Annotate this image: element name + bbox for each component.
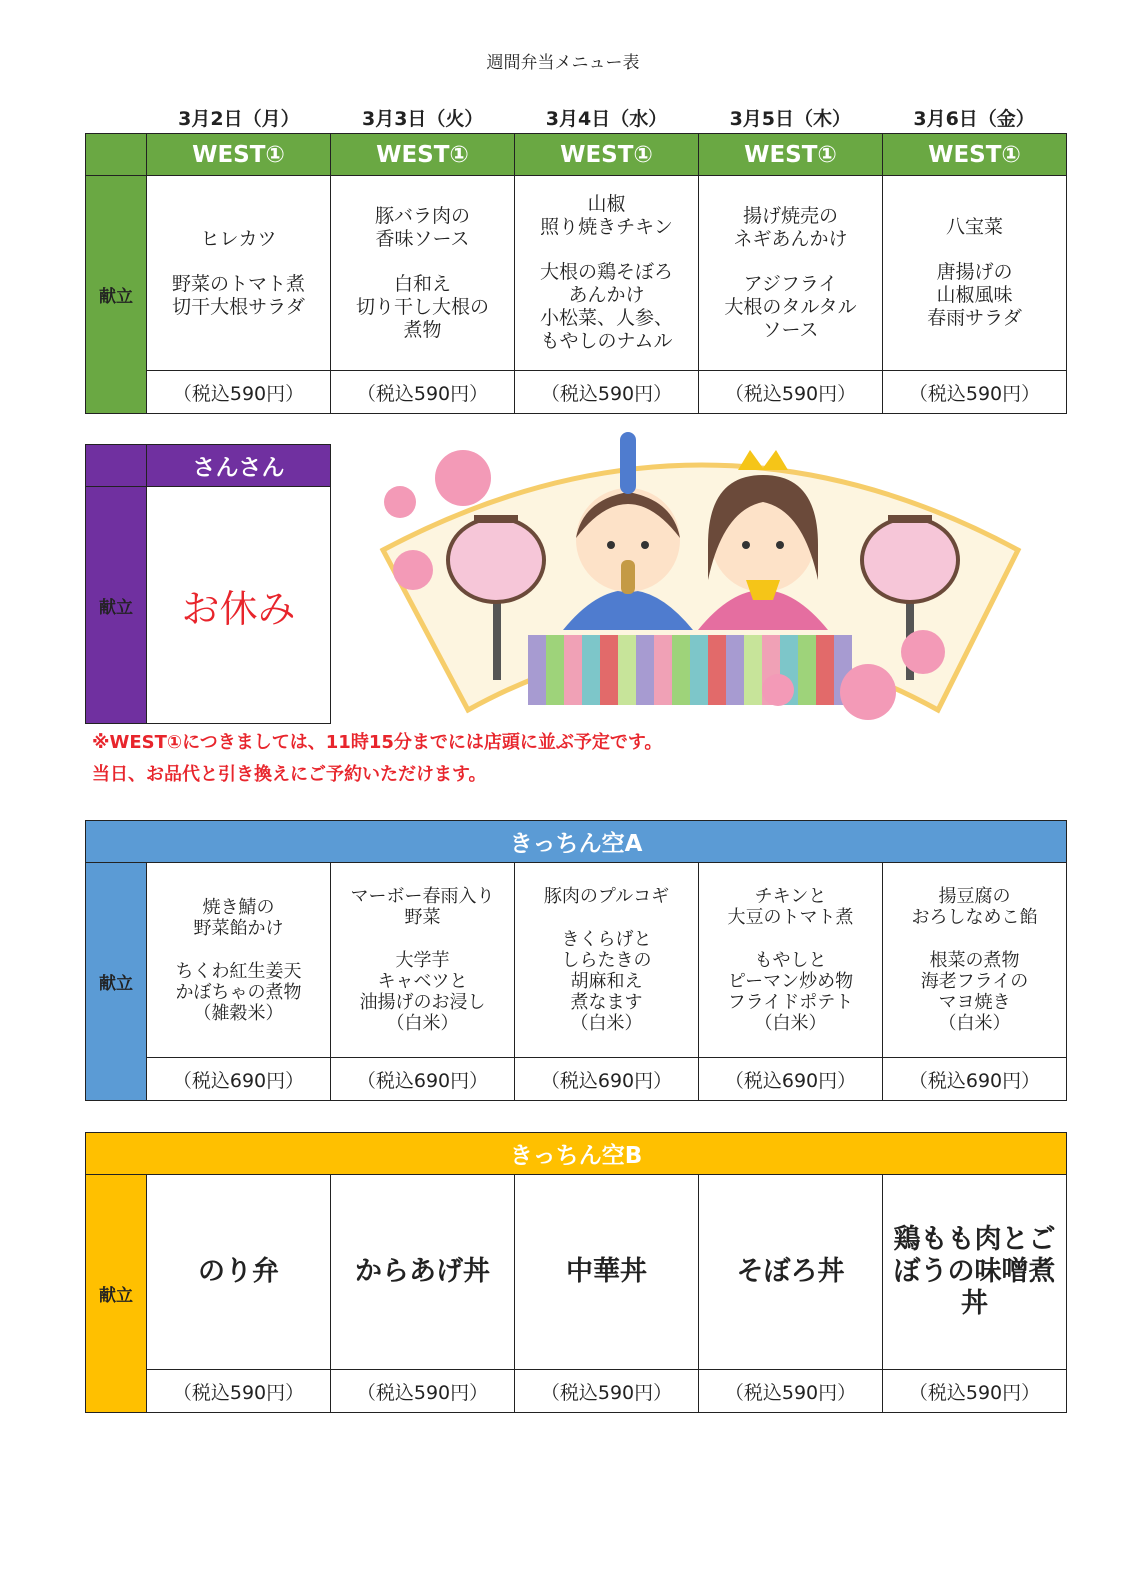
dish-line: 香味ソース bbox=[375, 227, 470, 250]
dish-line: そぼろ丼 bbox=[736, 1256, 845, 1287]
kitchen-a-menu-table bbox=[85, 820, 1067, 1101]
dish-line: ごぼうの bbox=[893, 1224, 1056, 1287]
dish-line: ソース bbox=[762, 318, 819, 341]
west-header: WEST① bbox=[699, 134, 883, 176]
dish-line: 鶏もも肉と bbox=[893, 1224, 1029, 1255]
dish-line: チキンと bbox=[754, 886, 827, 907]
price-cell: （税込590円） bbox=[147, 1370, 331, 1413]
dish-line: ヒレカツ bbox=[200, 227, 277, 250]
dish-line: キャベツと bbox=[377, 971, 468, 992]
west-header: WEST① bbox=[515, 134, 699, 176]
date-header-row bbox=[147, 104, 1066, 131]
dish-line: 油揚げのお浸し bbox=[359, 992, 486, 1013]
dish-line: 味噌煮丼 bbox=[961, 1256, 1056, 1319]
dish-cell bbox=[699, 863, 883, 1058]
closed-text: お休み bbox=[181, 586, 296, 631]
closed-notice bbox=[147, 487, 331, 724]
dish-line: 野菜のトマト煮 bbox=[171, 272, 305, 295]
side-label: 献立 bbox=[86, 863, 147, 1101]
price-cell: （税込690円） bbox=[515, 1058, 699, 1101]
dish-line: 野菜餡かけ bbox=[193, 917, 284, 939]
dish-line: あんかけ bbox=[568, 284, 645, 306]
price-cell: （税込590円） bbox=[515, 1370, 699, 1413]
dish-cell bbox=[699, 1175, 883, 1370]
dish-line: フライドポテト bbox=[727, 992, 854, 1013]
dish-line: 切り干し大根の bbox=[355, 295, 489, 318]
dish-line: からあげ丼 bbox=[355, 1256, 490, 1287]
price-cell: （税込590円） bbox=[699, 1370, 883, 1413]
notice-line: 当日、お品代と引き換えにご予約いただけます。 bbox=[92, 764, 487, 785]
price-cell: （税込690円） bbox=[147, 1058, 331, 1101]
date-label: 3月2日（月） bbox=[178, 108, 300, 130]
price-cell: （税込590円） bbox=[883, 371, 1067, 414]
dish-line: 山椒 bbox=[587, 193, 626, 215]
dish-line: アジフライ bbox=[743, 272, 838, 295]
west-header: WEST① bbox=[147, 134, 331, 176]
corner-cell bbox=[86, 134, 147, 176]
dish-line: 焼き鯖の bbox=[202, 896, 275, 918]
dish-cell bbox=[147, 1175, 331, 1370]
date-label: 3月5日（木） bbox=[729, 108, 852, 130]
dish-cell bbox=[331, 863, 515, 1058]
dish-cell bbox=[883, 1175, 1067, 1370]
side-label: 献立 bbox=[86, 176, 147, 414]
date-label: 3月3日（火） bbox=[361, 108, 484, 130]
price-cell: （税込690円） bbox=[883, 1058, 1067, 1101]
dish-cell bbox=[515, 1175, 699, 1370]
dish-line: 海老フライの bbox=[920, 971, 1029, 992]
dish-line: ピーマン炒め物 bbox=[727, 971, 854, 992]
hina-dolls-illustration bbox=[378, 420, 1028, 730]
side-label: 献立 bbox=[86, 487, 147, 724]
dish-line: 大学芋 bbox=[395, 950, 450, 971]
price-cell: （税込690円） bbox=[699, 1058, 883, 1101]
dish-line: 揚豆腐の bbox=[938, 886, 1011, 907]
dish-cell bbox=[147, 863, 331, 1058]
price-cell: （税込590円） bbox=[147, 371, 331, 414]
dish-line: （雑穀米） bbox=[193, 1002, 284, 1024]
dish-line: 揚げ焼売の bbox=[742, 204, 838, 227]
sansan-menu-table bbox=[85, 444, 331, 724]
kitchen-a-header: きっちん空A bbox=[86, 821, 1067, 863]
dish-line: 小松菜、人参、 bbox=[539, 307, 673, 329]
dish-line: 豚バラ肉の bbox=[374, 204, 470, 227]
dish-cell bbox=[883, 863, 1067, 1058]
stage-stripes bbox=[528, 635, 852, 705]
dish-line: かぼちゃの煮物 bbox=[175, 981, 302, 1003]
dish-line: （白米） bbox=[570, 1013, 643, 1034]
dish-cell bbox=[515, 863, 699, 1058]
dish-line: もやしのナムル bbox=[540, 330, 673, 352]
dish-line: （白米） bbox=[386, 1013, 459, 1034]
dish-line: 大根の鶏そぼろ bbox=[539, 261, 673, 283]
dish-line: ちくわ紅生姜天 bbox=[175, 960, 302, 982]
west-menu-table bbox=[85, 133, 1067, 414]
price-cell: （税込690円） bbox=[331, 1058, 515, 1101]
dish-cell bbox=[883, 176, 1067, 371]
dish-line: しらたきの bbox=[561, 950, 652, 971]
dish-line: ネギあんかけ bbox=[733, 227, 848, 250]
price-cell: （税込590円） bbox=[883, 1370, 1067, 1413]
dish-line: 春雨サラダ bbox=[927, 307, 1022, 329]
corner-cell bbox=[86, 445, 147, 487]
dish-cell bbox=[331, 176, 515, 371]
price-cell: （税込590円） bbox=[331, 1370, 515, 1413]
dish-line: 照り焼きチキン bbox=[540, 216, 673, 238]
kitchen-b-header: きっちん空B bbox=[86, 1133, 1067, 1175]
dish-cell bbox=[699, 176, 883, 371]
dish-line: （白米） bbox=[938, 1013, 1011, 1034]
dish-line: きくらげと bbox=[561, 929, 652, 950]
dish-line: 根菜の煮物 bbox=[929, 950, 1020, 971]
dish-line: （白米） bbox=[754, 1013, 827, 1034]
dish-cell bbox=[331, 1175, 515, 1370]
sansan-header: さんさん bbox=[147, 445, 331, 487]
price-cell: （税込590円） bbox=[331, 371, 515, 414]
price-cell: （税込590円） bbox=[515, 371, 699, 414]
dish-line: 大豆のトマト煮 bbox=[727, 907, 854, 928]
dish-cell bbox=[515, 176, 699, 371]
notice-line: ※WEST①につきましては、11時15分までには店頭に並ぶ予定です。 bbox=[92, 732, 663, 753]
dish-line: 白和え bbox=[393, 272, 451, 295]
price-cell: （税込590円） bbox=[699, 371, 883, 414]
dish-line: 大根のタルタル bbox=[724, 295, 857, 318]
dish-line: 中華丼 bbox=[566, 1256, 647, 1287]
dish-line: 煮なます bbox=[570, 992, 643, 1013]
dish-line: 煮物 bbox=[403, 318, 442, 341]
dish-line: 豚肉のプルコギ bbox=[543, 886, 670, 907]
dish-line: 八宝菜 bbox=[945, 216, 1003, 238]
kitchen-b-menu-table bbox=[85, 1132, 1067, 1413]
side-label: 献立 bbox=[86, 1175, 147, 1413]
dish-line: マーボー春雨入り bbox=[350, 886, 495, 907]
dish-line: 切干大根サラダ bbox=[172, 295, 305, 318]
dish-line: もやしと bbox=[754, 950, 827, 971]
page-title: 週間弁当メニュー表 bbox=[486, 53, 640, 73]
dish-cell bbox=[147, 176, 331, 371]
dish-line: 野菜 bbox=[404, 907, 441, 928]
west-header: WEST① bbox=[883, 134, 1067, 176]
dish-line: 山椒風味 bbox=[936, 284, 1013, 306]
dish-line: 唐揚げの bbox=[936, 261, 1013, 283]
dish-line: 胡麻和え bbox=[570, 971, 643, 992]
date-label: 3月4日（水） bbox=[545, 108, 668, 130]
dish-line: マヨ焼き bbox=[938, 992, 1011, 1013]
dish-line: のり弁 bbox=[198, 1256, 279, 1287]
west-header: WEST① bbox=[331, 134, 515, 176]
dish-line: おろしなめこ餡 bbox=[911, 907, 1038, 928]
date-label: 3月6日（金） bbox=[913, 108, 1035, 130]
